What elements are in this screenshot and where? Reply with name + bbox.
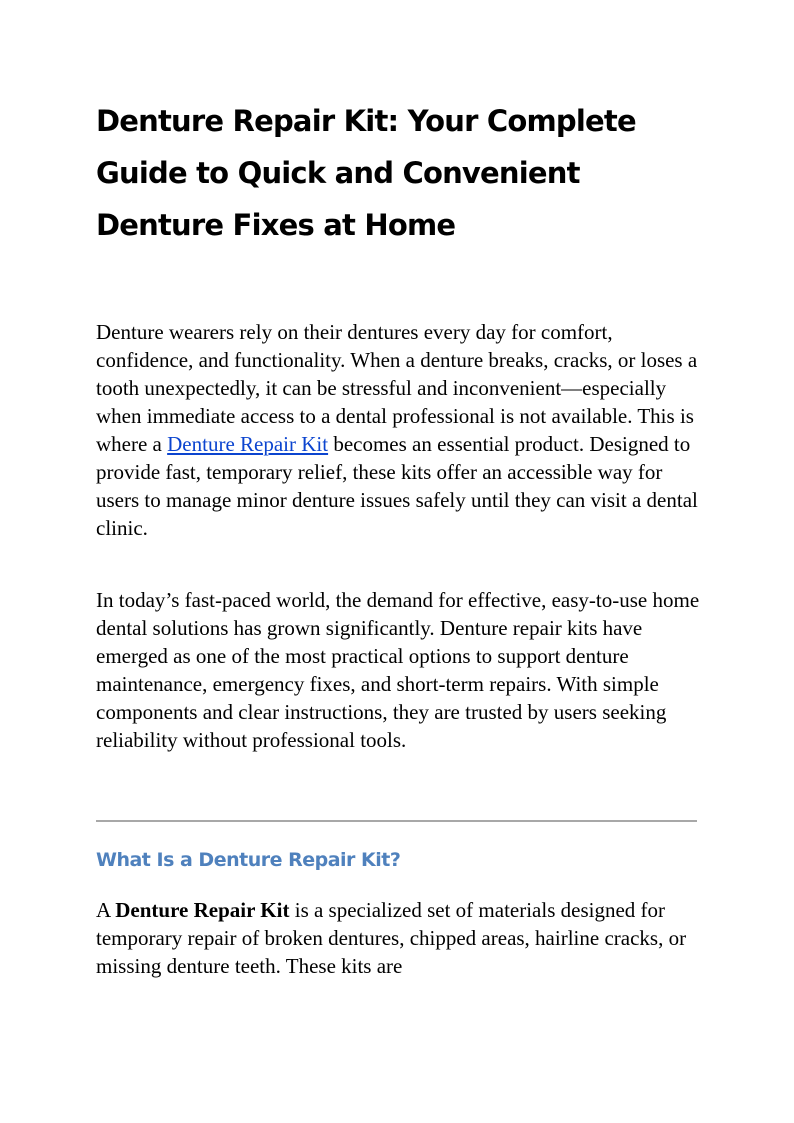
second-paragraph: In today’s fast-paced world, the demand for effective, easy-to-use home dental solutions has grown significantly. Denture repair kits have emerged as one of the most practical options to support denture maintenance, emergency fixes, and short-term repairs. With simple components and clear instructions, they are trusted by users seeking reliability without professional tools. [96,588,700,752]
page-title: Denture Repair Kit: Your Complete Guide to Quick and Convenient Denture Fixes at Home [96,104,636,242]
section-paragraph-rest: is a specialized set of materials designed for temporary repair of broken dentures, chipped areas, hairline cracks, or missing denture teeth. These kits are [96,898,687,978]
intro-text-before-link: Denture wearers rely on their dentures every day for comfort, confidence, and functionality. When a denture breaks, cracks, or loses a tooth unexpectedly, it can be stressful and inconvenient—especially when immediate access to a dental professional is not available. This is where a [96,320,698,456]
section-divider [96,820,697,822]
section-paragraph-lead: A [96,898,116,922]
section-heading: What Is a Denture Repair Kit? [96,849,401,871]
denture-repair-kit-link[interactable]: Denture Repair Kit [167,432,329,456]
section-paragraph [96,896,700,980]
intro-paragraph [96,318,700,542]
intro-text-after-link: becomes an essential product. Designed to provide fast, temporary relief, these kits offer an accessible way for users to manage minor denture issues safely until they can visit a dental clinic. [96,432,698,540]
section-bold-term: Denture Repair Kit [115,898,290,922]
